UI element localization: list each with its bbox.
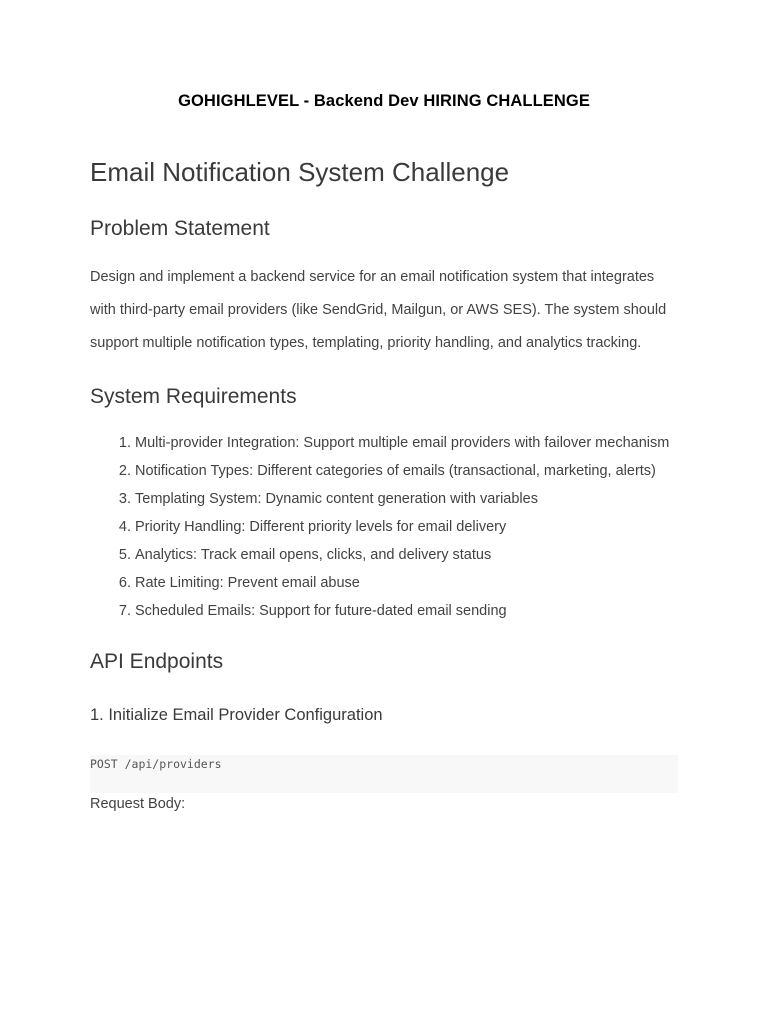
system-requirements-heading: System Requirements (90, 385, 297, 408)
requirements-list (90, 429, 680, 625)
spacer (90, 412, 680, 429)
list-item: 6. Rate Limiting: Prevent email abuse (135, 569, 680, 597)
problem-statement-heading: Problem Statement (90, 217, 270, 240)
list-item: 1. Multi-provider Integration: Support multiple email providers with failover mechanism (135, 429, 680, 457)
code-block (90, 755, 678, 793)
list-item: 2. Notification Types: Different categories of emails (transactional, marketing, alerts) (135, 457, 680, 485)
spacer (90, 194, 680, 214)
spacer (90, 728, 680, 755)
spacer (90, 677, 680, 702)
list-item: 7. Scheduled Emails: Support for future-dated email sending (135, 597, 680, 625)
code-text: POST /api/providers (90, 757, 222, 771)
document-header: GOHIGHLEVEL - Backend Dev HIRING CHALLENGE (178, 92, 590, 110)
api-endpoint-subheading: 1. Initialize Email Provider Configuration (90, 706, 383, 724)
problem-statement-text: Design and implement a backend service for an email notification system that integrates with third-party email providers (like SendGrid, Mailgun, or AWS SES). The system should support multiple notification types, templating, priority handling, and analytics tracking. (90, 269, 667, 351)
document-title: Email Notification System Challenge (90, 157, 510, 187)
request-body-label: Request Body: (90, 796, 186, 812)
list-item: 3. Templating System: Dynamic content generation with variables (135, 485, 680, 513)
api-endpoints-heading: API Endpoints (90, 650, 224, 673)
document-content (90, 150, 680, 815)
list-item: 4. Priority Handling: Different priority levels for email delivery (135, 513, 680, 541)
spacer (90, 625, 680, 647)
spacer (90, 244, 680, 261)
spacer (90, 360, 680, 382)
list-item: 5. Analytics: Track email opens, clicks, and delivery status (135, 541, 680, 569)
